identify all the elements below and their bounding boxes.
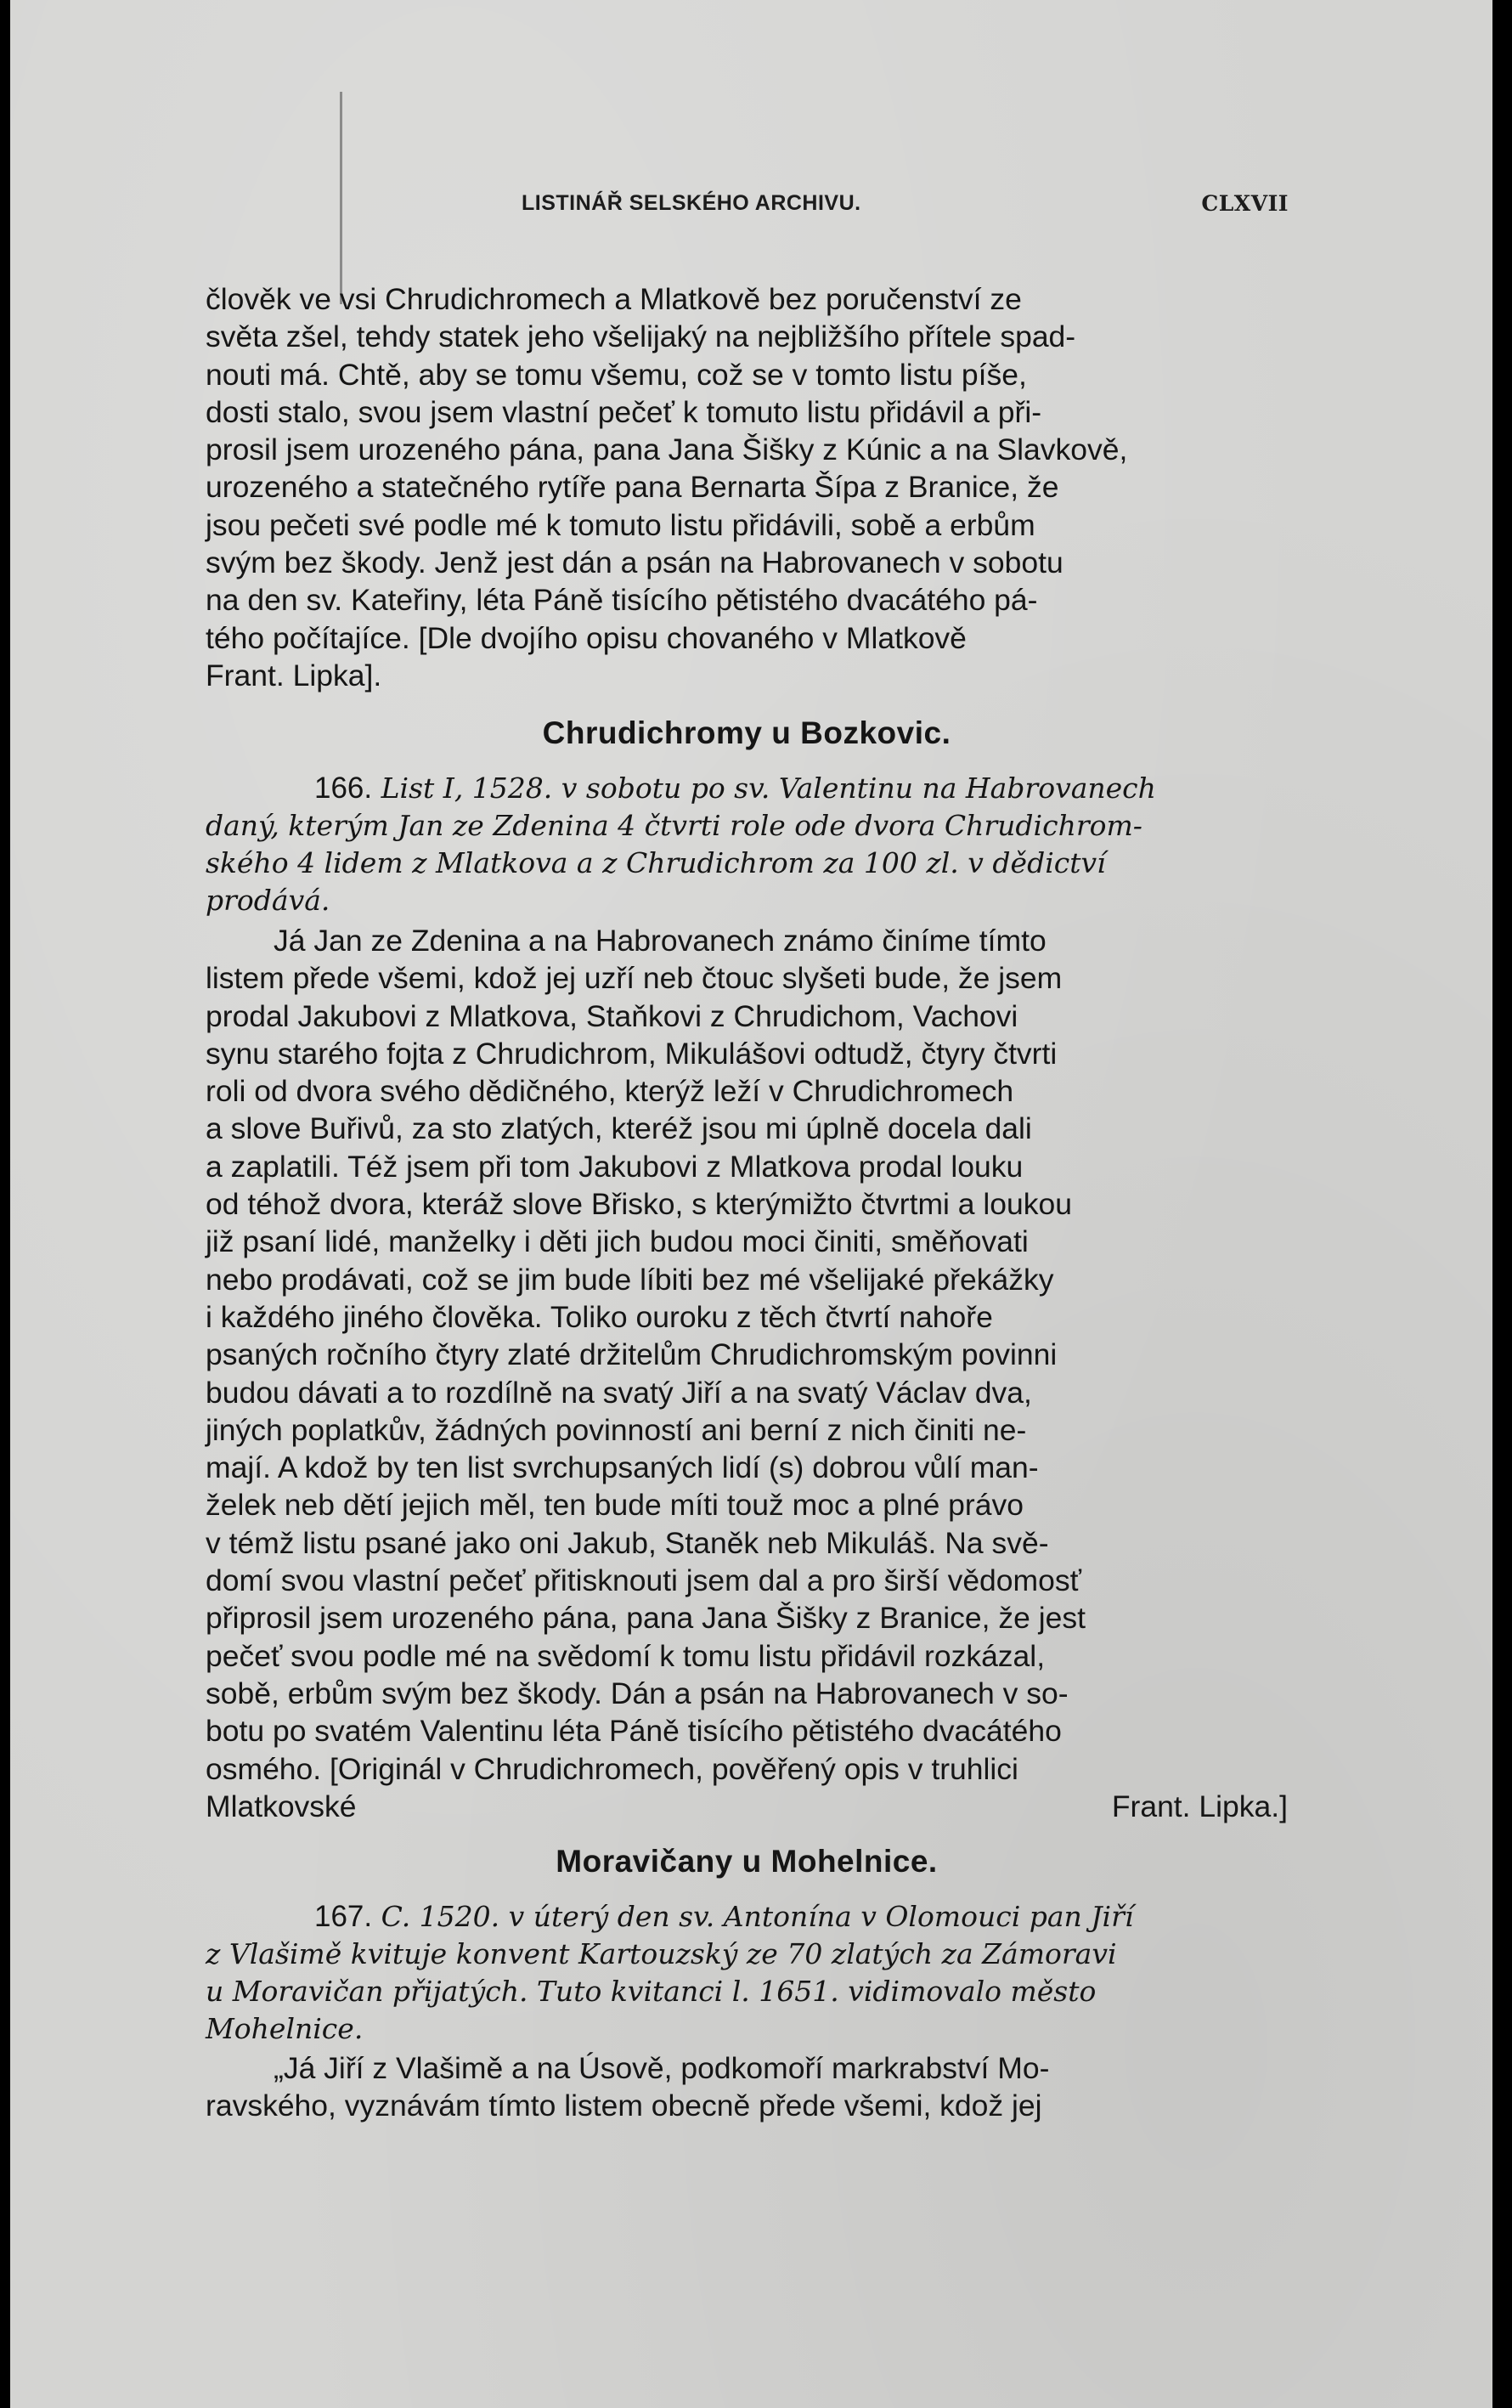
- text-line: listem přede všemi, kdož jej uzří neb čtouc slyšeti bude, že jsem: [206, 961, 1063, 996]
- text-line: nebo prodávati, což se jim bude líbiti bez mé všelijaké překážky: [206, 1262, 1054, 1297]
- signature-right: Frant. Lipka.]: [1111, 1789, 1288, 1823]
- text-line: a slove Buřivů, za sto zlatých, kteréž jsou mi úplně docela dali: [206, 1111, 1032, 1146]
- text-line: prodal Jakubovi z Mlatkova, Staňkovi z Chrudichom, Vachovi: [206, 998, 1018, 1033]
- text-line: želek neb dětí jejich měl, ten bude míti touž moc a plné právo: [206, 1488, 1024, 1523]
- text-line: v témž listu psané jako oni Jakub, Staněk neb Mikuláš. Na svě-: [206, 1525, 1049, 1560]
- text-line: na den sv. Kateřiny, léta Páně tisícího pětistého dvacátého pá-: [206, 583, 1038, 618]
- text-line: člověk ve vsi Chrudichromech a Mlatkově bez poručenství ze: [206, 282, 1022, 316]
- text-line: pečeť svou podle mé na svědomí k tomu listu přidávil rozkázal,: [206, 1638, 1046, 1673]
- text-line: synu starého fojta z Chrudichrom, Mikulášovi odtudž, čtyry čtvrti: [206, 1036, 1058, 1071]
- text-line: „Já Jiří z Vlašimě a na Úsově, podkomoří markrabství Mo-: [274, 2051, 1050, 2085]
- charter-167-text: [206, 2049, 1288, 2125]
- signature: Frant. Lipka].: [206, 658, 382, 692]
- text-line: urozeného a statečného rytíře pana Bernarta Šípa z Branice, že: [206, 470, 1059, 505]
- charter-continuation: [206, 280, 1288, 694]
- text-line: Já Jan ze Zdenina a na Habrovanech známo činíme tímto: [274, 924, 1047, 958]
- text-line: připrosil jsem urozeného pána, pana Jana Šišky z Branice, že jest: [206, 1601, 1086, 1636]
- text-line: světa zšel, tehdy statek jeho všelijaký na nejbližšího přítele spad-: [206, 319, 1076, 354]
- text-line: nouti má. Chtě, aby se tomu všemu, což se v tomto listu píše,: [206, 357, 1027, 392]
- text-line: domí svou vlastní pečeť přitisknouti jsem dal a pro širší vědomosť: [206, 1563, 1081, 1598]
- regest-line: Mohelnice.: [206, 2012, 364, 2045]
- text-line: psaných ročního čtyry zlaté držitelům Chrudichromským povinni: [206, 1337, 1058, 1372]
- scan-edge: [1493, 0, 1512, 2408]
- charter-number: 167.: [314, 1900, 373, 1933]
- running-header: [522, 191, 1289, 225]
- signature-line: [206, 1788, 1288, 1825]
- section-heading-chrudichromy: Chrudichromy u Bozkovic.: [542, 715, 951, 750]
- regest-line: List I, 1528. v sobotu po sv. Valentinu na Habrovanech: [381, 772, 1156, 805]
- regest-line: ského 4 lidem z Mlatkova a z Chrudichrom za 100 zl. v dědictví: [206, 846, 1106, 879]
- margin-mark: [340, 92, 342, 304]
- text-line: od téhož dvora, kteráž slove Břisko, s kterýmižto čtvrtmi a loukou: [206, 1187, 1073, 1222]
- text-line: osmého. [Originál v Chrudichromech, pověřený opis v truhlici: [206, 1751, 1018, 1786]
- text-line: jsou pečeti své podle mé k tomuto listu přidávili, sobě a erbům: [206, 507, 1035, 542]
- regest-line: z Vlašimě kvituje konvent Kartouzský ze 70 zlatých za Zámoravi: [206, 1937, 1117, 1970]
- text-line: roli od dvora svého dědičného, kterýž leží v Chrudichromech: [206, 1074, 1014, 1109]
- section-heading-moravicany: Moravičany u Mohelnice.: [556, 1844, 938, 1879]
- folio-number: CLXVII: [1201, 191, 1289, 216]
- text-line: prosil jsem urozeného pána, pana Jana Šišky z Kúnic a na Slavkově,: [206, 432, 1128, 467]
- text-line: dosti stalo, svou jsem vlastní pečeť k tomuto listu přidávil a při-: [206, 394, 1042, 429]
- text-line: botu po svatém Valentinu léta Páně tisícího pětistého dvacátého: [206, 1714, 1062, 1749]
- regest-line: u Moravičan přijatých. Tuto kvitanci l. 1651. vidimovalo město: [206, 1975, 1097, 2008]
- regest-line: C. 1520. v úterý den sv. Antonína v Olomouci pan Jiří: [381, 1900, 1134, 1933]
- document-page: [10, 0, 1492, 2408]
- header-title: LISTINÁŘ SELSKÉHO ARCHIVU.: [522, 191, 861, 215]
- regest-167: [206, 1898, 1288, 2048]
- charter-number: 166.: [314, 772, 373, 805]
- text-line: svým bez škody. Jenž jest dán a psán na Habrovanech v sobotu: [206, 545, 1063, 580]
- text-line: i každého jiného člověka. Toliko ouroku z těch čtvrtí nahoře: [206, 1299, 993, 1334]
- text-line: sobě, erbům svým bez škody. Dán a psán na Habrovanech v so-: [206, 1676, 1069, 1710]
- text-line: mají. A kdož by ten list svrchupsaných lidí (s) dobrou vůlí man-: [206, 1450, 1039, 1485]
- text-line: jiných poplatkův, žádných povinností ani berní z nich činiti ne-: [206, 1412, 1027, 1447]
- regest-line: prodává.: [206, 884, 330, 917]
- regest-166: [206, 770, 1288, 919]
- text-line: a zaplatili. Též jsem při tom Jakubovi z Mlatkova prodal louku: [206, 1149, 1024, 1184]
- text-line: ravského, vyznávám tímto listem obecně přede všemi, kdož jej: [206, 2089, 1042, 2123]
- signature-left: Mlatkovské: [206, 1789, 357, 1823]
- text-line: již psaní lidé, manželky i děti jich budou moci činiti, směňovati: [206, 1224, 1029, 1259]
- text-line: budou dávati a to rozdílně na svatý Jiří a na svatý Václav dva,: [206, 1375, 1032, 1410]
- charter-166-text: [206, 922, 1288, 1825]
- regest-line: daný, kterým Jan ze Zdenina 4 čtvrti role ode dvora Chrudichrom-: [206, 809, 1142, 842]
- text-line: tého počítajíce. [Dle dvojího opisu chovaného v Mlatkově: [206, 620, 967, 655]
